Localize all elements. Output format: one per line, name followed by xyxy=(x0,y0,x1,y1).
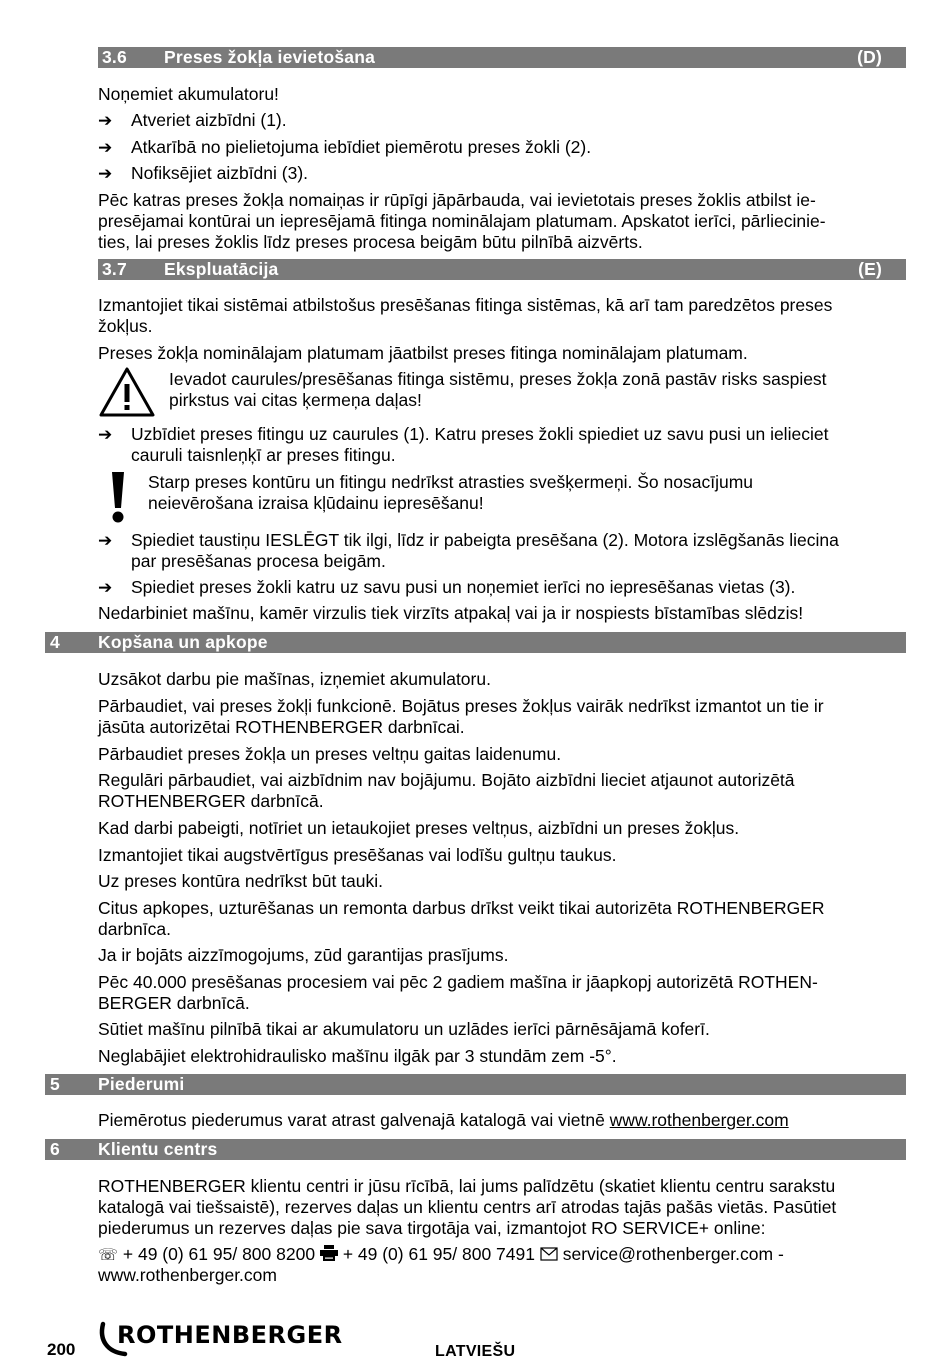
paragraph-line: katalogā vai tiešsaistē), rezerves daļas un klientu centrs arī atrodas tajās pašās vietās. Pasūtiet xyxy=(98,1197,837,1217)
section-title: Kopšana un apkope xyxy=(98,632,268,652)
arrow-right-icon: ➔ xyxy=(98,138,113,157)
step-text: Nofiksējiet aizbīdni (3). xyxy=(131,163,309,183)
paragraph-line: ties, lai preses žoklis līdz preses procesa beigām būtu pilnībā aizvērts. xyxy=(98,232,643,252)
paragraph-text: Piemērotus piederumus varat atrast galvenajā katalogā vai vietnē xyxy=(98,1110,610,1130)
section-number: 4 xyxy=(50,632,60,652)
phone-icon: ☏ xyxy=(98,1247,119,1264)
brand-name: ROTHENBERGER xyxy=(117,1321,343,1349)
paragraph: Kad darbi pabeigti, notīriet un ietaukojiet preses veltņus, aizbīdni un preses žokļus. xyxy=(98,818,740,838)
paragraph-line: jāsūta autorizētai ROTHENBERGER darbnīcai. xyxy=(98,717,465,737)
website-link[interactable]: www.rothenberger.com xyxy=(609,1110,789,1130)
section-number: 3.7 xyxy=(102,259,127,279)
arrow-right-icon: ➔ xyxy=(98,531,113,550)
paragraph: Neglabājiet elektrohidraulisko mašīnu ilgāk par 3 stundām zem -5°. xyxy=(98,1046,617,1066)
section-header-3-6 xyxy=(98,47,906,68)
fax-number: + 49 (0) 61 95/ 800 7491 xyxy=(342,1244,535,1264)
page-number: 200 xyxy=(47,1340,76,1359)
exclamation-icon xyxy=(108,470,128,524)
language-label: LATVIEŠU xyxy=(435,1343,516,1360)
paragraph-line: Citus apkopes, uzturēšanas un remonta darbus drīkst veikt tikai autorizēta ROTHENBERGER xyxy=(98,898,825,918)
paragraph: Preses žokļa nominālajam platumam jāatbilst preses fitinga nominālajam platumam. xyxy=(98,343,748,363)
warning-line: pirkstus vai citas ķermeņa daļas! xyxy=(169,390,422,410)
paragraph: Noņemiet akumulatoru! xyxy=(98,84,279,104)
arrow-right-icon: ➔ xyxy=(98,578,113,597)
step-text: Spiediet preses žokli katru uz savu pusi un noņemiet ierīci no iepresēšanas vietas (3). xyxy=(131,577,796,597)
paragraph-line: BERGER darbnīcā. xyxy=(98,993,250,1013)
section-title: Ekspluatācija xyxy=(164,259,279,279)
step-text: Uzbīdiet preses fitingu uz caurules (1). Katru preses žokli spiediet uz savu pusi un ielieciet xyxy=(131,424,829,444)
section-number: 3.6 xyxy=(102,47,127,67)
paragraph: Sūtiet mašīnu pilnībā tikai ar akumulatoru un uzlādes ierīci pārnēsājamā koferī. xyxy=(98,1019,710,1039)
paragraph-line: ROTHENBERGER darbnīcā. xyxy=(98,791,324,811)
envelope-icon xyxy=(540,1247,558,1261)
caution-line: neievērošana izraisa kļūdainu iepresēšanu! xyxy=(148,493,484,513)
brand-logo xyxy=(97,1318,347,1358)
section-title: Piederumi xyxy=(98,1074,185,1094)
caution-line: Starp preses kontūru un fitingu nedrīkst atrasties svešķermeņi. Šo nosacījumu xyxy=(148,472,754,492)
paragraph-line: ROTHENBERGER klientu centri ir jūsu rīcībā, lai jums palīdzētu (skatiet klientu centru sarakstu xyxy=(98,1176,836,1196)
contact-line xyxy=(98,1244,898,1266)
paragraph: Uzsākot darbu pie mašīnas, izņemiet akumulatoru. xyxy=(98,669,491,689)
step-text: cauruli taisnleņķī ar preses fitingu. xyxy=(131,445,396,465)
paragraph: Uz preses kontūra nedrīkst būt tauki. xyxy=(98,871,383,891)
paragraph: Nedarbiniet mašīnu, kamēr virzulis tiek virzīts atpakaļ vai ja ir nospiests bīstamības slēdzis! xyxy=(98,603,804,623)
section-header-3-7 xyxy=(98,259,906,280)
section-title: Klientu centrs xyxy=(98,1139,218,1159)
paragraph: Izmantojiet tikai augstvērtīgus presēšanas vai lodīšu gultņu taukus. xyxy=(98,845,617,865)
step-text: Atveriet aizbīdni (1). xyxy=(131,110,287,130)
paragraph xyxy=(98,1110,898,1131)
email-address[interactable]: service@rothenberger.com - xyxy=(562,1244,784,1264)
paragraph-line: Pārbaudiet, vai preses žokļi funkcionē. Bojātus preses žokļus vairāk nedrīkst izmantot un tie ir xyxy=(98,696,824,716)
step-text: Atkarībā no pielietojuma iebīdiet piemērotu preses žokli (2). xyxy=(131,137,592,157)
paragraph-line: presējamai kontūrai un iepresējamā fitinga nominālajam platumam. Apskatot ierīci, pārliecinie- xyxy=(98,211,826,231)
section-header-4 xyxy=(45,632,906,653)
arrow-right-icon: ➔ xyxy=(98,425,113,444)
step-text: Spiediet taustiņu IESLĒGT tik ilgi, līdz ir pabeigta presēšana (2). Motora izslēgšanās liecina xyxy=(131,530,839,550)
warning-triangle-icon xyxy=(98,366,156,418)
phone-number: + 49 (0) 61 95/ 800 8200 xyxy=(122,1244,316,1264)
section-code: (D) xyxy=(857,47,882,67)
warning-line: Ievadot caurules/presēšanas fitinga sistēmu, preses žokļa zonā pastāv risks saspiest xyxy=(169,369,827,389)
paragraph-line: Regulāri pārbaudiet, vai aizbīdnim nav bojājumu. Bojāto aizbīdni lieciet atjaunot autorizētā xyxy=(98,770,795,790)
section-header-5 xyxy=(45,1074,906,1095)
paragraph: Pārbaudiet preses žokļa un preses veltņu gaitas laidenumu. xyxy=(98,744,562,764)
section-title: Preses žokļa ievietošana xyxy=(164,47,376,67)
paragraph-line: Izmantojiet tikai sistēmai atbilstošus presēšanas fitinga sistēmas, kā arī tam paredzētos preses xyxy=(98,295,833,315)
arrow-right-icon: ➔ xyxy=(98,111,113,130)
section-number: 5 xyxy=(50,1074,60,1094)
paragraph-line: Pēc 40.000 presēšanas procesiem vai pēc 2 gadiem mašīna ir jāapkopj autorizētā ROTHEN- xyxy=(98,972,818,992)
step-text: par presēšanas procesa beigām. xyxy=(131,551,386,571)
website-text[interactable]: www.rothenberger.com xyxy=(98,1265,277,1285)
paragraph: Ja ir bojāts aizzīmogojums, zūd garantijas prasījums. xyxy=(98,945,509,965)
paragraph-line: žokļus. xyxy=(98,316,153,336)
paragraph-line: piederumus un rezerves daļas pie sava tirgotāja vai, izmantojot RO SERVICE+ online: xyxy=(98,1218,766,1238)
section-code: (E) xyxy=(858,259,882,279)
fax-icon xyxy=(320,1245,338,1261)
paragraph-line: darbnīca. xyxy=(98,919,171,939)
arrow-right-icon: ➔ xyxy=(98,164,113,183)
section-header-6 xyxy=(45,1139,906,1160)
paragraph-line: Pēc katras preses žokļa nomaiņas ir rūpīgi jāpārbauda, vai ievietotais preses žoklis atbilst ie- xyxy=(98,190,816,210)
section-number: 6 xyxy=(50,1139,60,1159)
